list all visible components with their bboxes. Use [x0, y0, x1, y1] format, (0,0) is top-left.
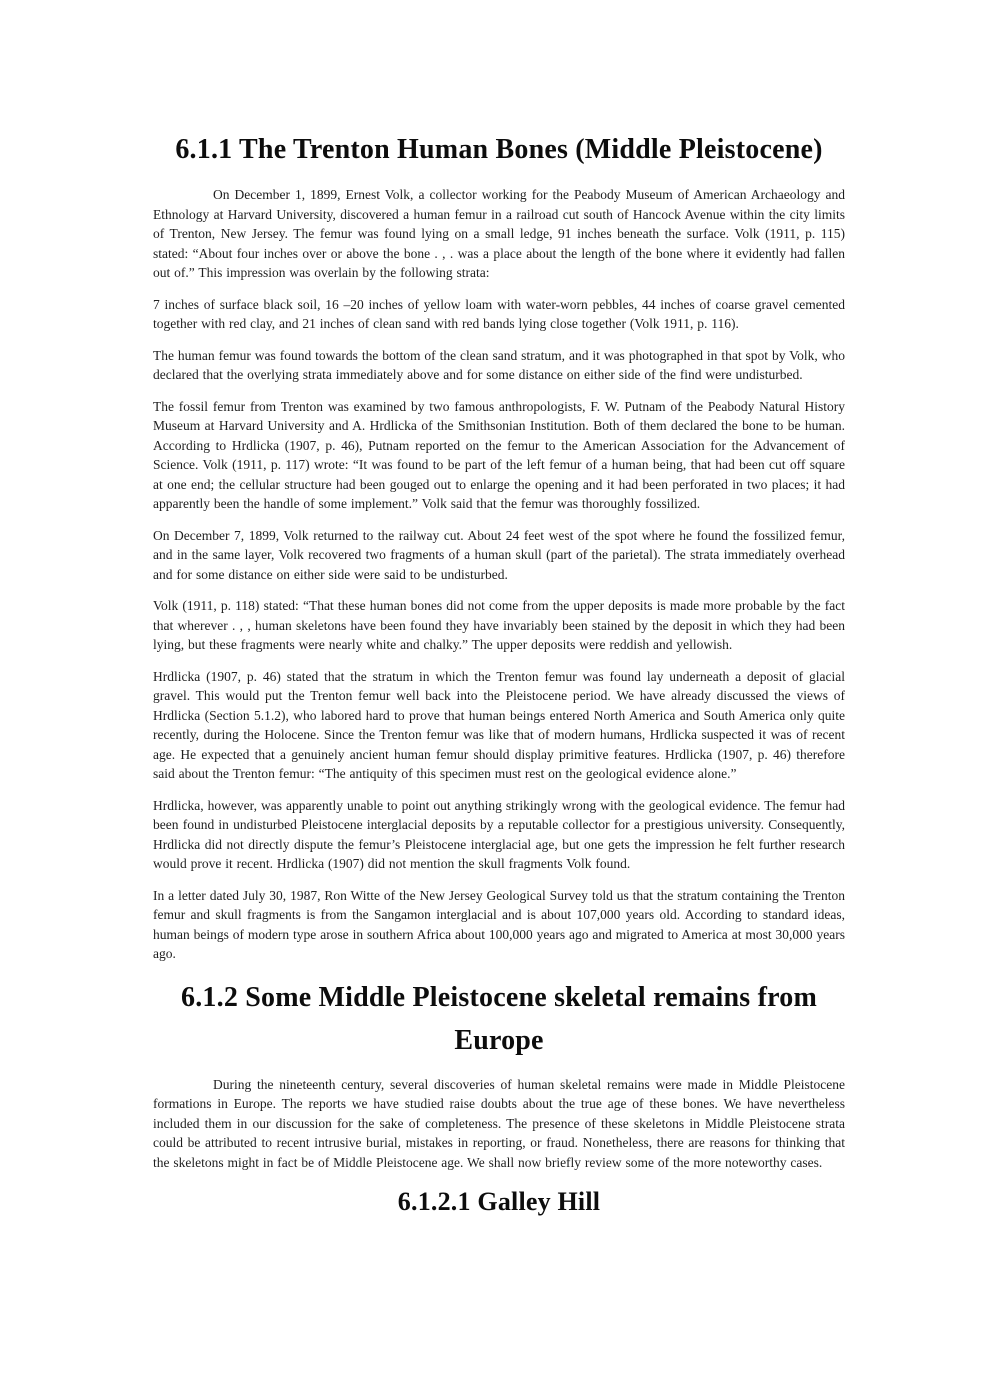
- paragraph-putnam-hrdlicka: The fossil femur from Trenton was examined by two famous anthropologists, F. W. Putnam of the Peabody Natural History Museum at Harvard University and A. Hrdlicka of the Smithsonian Institution. Both of them declared the bone to be human. According to Hrdlicka (1907, p. 46), Putnam reported on the femur to the American Association for the Advancement of Science. Volk (1911, p. 117) wrote: “It was found to be part of the left femur of a human being, that had been cut off square at one end; the cellular structure had been gouged out to enlarge the opening and it had been perforated in two places; it had apparently been the handle of some implement.” Volk said that the femur was thoroughly fossilized.: [153, 398, 845, 512]
- paragraph-hrdlicka-doubt: Hrdlicka, however, was apparently unable to point out anything strikingly wrong with the geological evidence. The femur had been found in undisturbed Pleistocene interglacial deposits by a reputable collector for a prestigious university. Consequently, Hrdlicka did not directly dispute the femur’s Pleistocene interglacial age, but one gets the impression he felt further research would prove it recent. Hrdlicka (1907) did not mention the skull fragments Volk found.: [153, 797, 845, 872]
- paragraph-europe-remains: During the nineteenth century, several discoveries of human skeletal remains were made in Middle Pleistocene formations in Europe. The reports we have studied raise doubts about the true age of these bones. We have nevertheless included them in our discussion for the sake of completeness. The presence of these skeletons in Middle Pleistocene strata could be attributed to recent intrusive burial, mistakes in reporting, or fraud. Nonetheless, there are reasons for thinking that the skeletons might in fact be of Middle Pleistocene age. We shall now briefly review some of the more noteworthy cases.: [153, 1076, 845, 1170]
- document-content: [153, 0, 845, 1222]
- paragraph-strata-description: 7 inches of surface black soil, 16 –20 inches of yellow loam with water-worn pebbles, 44 inches of coarse gravel cemented together with red clay, and 21 inches of clean sand with red bands lying close together (Volk 1911, p. 116).: [153, 296, 845, 332]
- paragraph-trenton-discovery: On December 1, 1899, Ernest Volk, a collector working for the Peabody Museum of American Archaeology and Ethnology at Harvard University, discovered a human femur in a railroad cut south of Hancock Avenue within the city limits of Trenton, New Jersey. The femur was found lying on a small ledge, 91 inches beneath the surface. Volk (1911, p. 115) stated: “About four inches over or above the bone . , . was a place about the length of the bone where it evidently had fallen out of.” This impression was overlain by the following strata:: [153, 187, 845, 281]
- heading-6-1-2-1: 6.1.2.1 Galley Hill: [397, 1187, 601, 1217]
- paragraph-volk-statement: Volk (1911, p. 118) stated: “That these human bones did not come from the upper deposits is made more probable by the fact that wherever . , , human skeletons have been found they have invariably been stained by the deposit in which they had been lying, but these fragments were nearly white and chalky.” The upper deposits were reddish and yellowish.: [153, 598, 845, 653]
- heading-6-1-2: 6.1.2 Some Middle Pleistocene skeletal remains from Europe: [181, 981, 817, 1057]
- paragraph-hrdlicka-stratum: Hrdlicka (1907, p. 46) stated that the stratum in which the Trenton femur was found lay underneath a deposit of glacial gravel. This would put the Trenton femur well back into the Pleistocene period. We have already discussed the views of Hrdlicka (Section 5.1.2), who labored hard to prove that human beings entered North America and South America only quite recently, during the Holocene. Since the Trenton femur was like that of modern humans, Hrdlicka suspected it was of recent age. He expected that a genuinely ancient human femur should display primitive features. Hrdlicka (1907, p. 46) therefore said about the Trenton femur: “The antiquity of this specimen must rest on the geological evidence alone.”: [153, 668, 845, 782]
- paragraph-witte-letter: In a letter dated July 30, 1987, Ron Witte of the New Jersey Geological Survey told us that the stratum containing the Trenton femur and skull fragments is from the Sangamon interglacial and is about 107,000 years old. According to standard ideas, human beings of modern type arose in southern Africa about 100,000 years ago and migrated to America at most 30,000 years ago.: [153, 887, 845, 962]
- paragraph-skull-fragments: On December 7, 1899, Volk returned to the railway cut. About 24 feet west of the spot where he found the fossilized femur, and in the same layer, Volk recovered two fragments of a human skull (part of the parietal). The strata immediately overhead and for some distance on either side were said to be undisturbed.: [153, 527, 845, 582]
- paragraph-femur-location: The human femur was found towards the bottom of the clean sand stratum, and it was photographed in that spot by Volk, who declared that the overlying strata immediately above and for some distance on either side of the find were undisturbed.: [153, 347, 845, 383]
- heading-6-1-1: 6.1.1 The Trenton Human Bones (Middle Pleistocene): [175, 134, 823, 165]
